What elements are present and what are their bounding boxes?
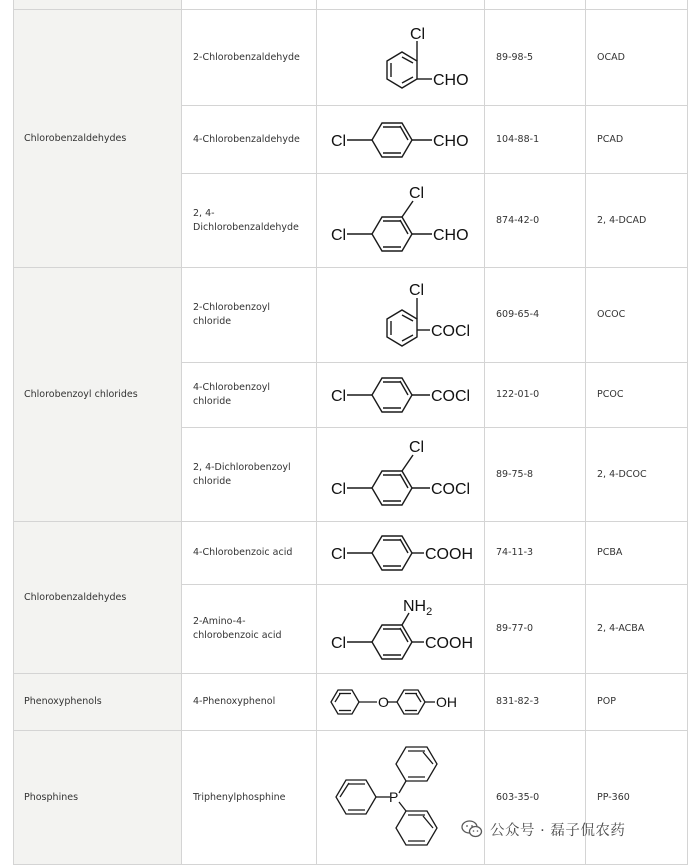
substituent-label: Cl — [331, 227, 347, 244]
category-cell: Chlorobenzoyl chlorides — [14, 268, 182, 522]
cas-number: 89-98-5 — [485, 10, 586, 106]
wechat-chat-icon — [461, 819, 483, 839]
cas-number: 89-77-0 — [485, 585, 586, 674]
table-row — [14, 0, 688, 10]
structure-drawing — [317, 268, 485, 362]
structure-cell — [317, 522, 485, 585]
product-name: 2, 4-Dichlorobenzoyl chloride — [182, 428, 317, 522]
cas-number: 609-65-4 — [485, 268, 586, 363]
substituent-label: Cl — [331, 388, 347, 405]
abbreviation: PCOC — [586, 363, 688, 428]
category-cell: Phosphines — [14, 731, 182, 865]
structure-drawing — [317, 522, 485, 584]
substituent-label: Cl — [410, 26, 426, 43]
table-row — [14, 674, 688, 731]
product-name: 2, 4-Dichlorobenzaldehyde — [182, 174, 317, 268]
product-name: 2-Chlorobenzoyl chloride — [182, 268, 317, 363]
structure-cell — [317, 174, 485, 268]
abbreviation: OCAD — [586, 10, 688, 106]
structure-cell — [317, 585, 485, 674]
substituent-label: Cl — [409, 439, 425, 456]
abbreviation: POP — [586, 674, 688, 731]
structure-drawing — [317, 174, 485, 267]
group-label: COCl — [431, 388, 471, 405]
group-label: COCl — [431, 481, 471, 498]
cas-number: 831-82-3 — [485, 674, 586, 731]
product-name: 4-Chlorobenzoic acid — [182, 522, 317, 585]
structure-drawing — [317, 674, 485, 730]
cas-number: 122-01-0 — [485, 363, 586, 428]
group-label: CHO — [433, 227, 469, 244]
substituent-label: $NH_2$ — [403, 598, 433, 618]
table-row — [14, 522, 688, 585]
product-table — [13, 0, 688, 865]
product-name: 2-Chlorobenzaldehyde — [182, 10, 317, 106]
substituent-label: Cl — [331, 133, 347, 150]
structure-drawing — [317, 10, 485, 105]
product-name: 4-Chlorobenzoyl chloride — [182, 363, 317, 428]
structure-cell — [317, 363, 485, 428]
watermark-text: 公众号 · 磊子侃农药 — [490, 822, 626, 839]
abbreviation: PCBA — [586, 522, 688, 585]
structure-drawing — [317, 106, 485, 173]
abbreviation: 2, 4-ACBA — [586, 585, 688, 674]
category-cell: Chlorobenzaldehydes — [14, 522, 182, 674]
structure-cell — [317, 10, 485, 106]
watermark — [461, 819, 625, 839]
category-cell: Chlorobenzaldehydes — [14, 10, 182, 268]
abbreviation: OCOC — [586, 268, 688, 363]
structure-cell — [317, 674, 485, 731]
cas-number: 603-35-0 — [485, 731, 586, 865]
structure-drawing — [317, 363, 485, 427]
abbreviation: 2, 4-DCAD — [586, 174, 688, 268]
structure-cell — [317, 106, 485, 174]
structure-drawing — [317, 585, 485, 673]
abbreviation: PP-360 — [586, 731, 688, 865]
product-name: 4-Phenoxyphenol — [182, 674, 317, 731]
abbreviation: PCAD — [586, 106, 688, 174]
structure-cell — [317, 268, 485, 363]
group-label: CHO — [433, 133, 469, 150]
product-name: 2-Amino-4-chlorobenzoic acid — [182, 585, 317, 674]
cas-number: 89-75-8 — [485, 428, 586, 522]
cas-number: 874-42-0 — [485, 174, 586, 268]
category-cell: Phenoxyphenols — [14, 674, 182, 731]
structure-drawing — [317, 428, 485, 521]
substituent-label: Cl — [331, 635, 347, 652]
substituent-label: Cl — [409, 185, 425, 202]
table-row — [14, 10, 688, 106]
structure-cell — [317, 731, 485, 865]
substituent-label: Cl — [409, 282, 425, 299]
table-row — [14, 731, 688, 865]
bridge-label: O — [378, 694, 389, 710]
group-label: OH — [436, 694, 457, 710]
group-label: CHO — [433, 72, 469, 89]
group-label: COOH — [425, 635, 473, 652]
structure-cell — [317, 428, 485, 522]
cas-number: 104-88-1 — [485, 106, 586, 174]
substituent-label: Cl — [331, 546, 347, 563]
abbreviation: 2, 4-DCOC — [586, 428, 688, 522]
structure-drawing — [317, 731, 485, 864]
table-row — [14, 268, 688, 363]
substituent-label: Cl — [331, 481, 347, 498]
cas-number: 74-11-3 — [485, 522, 586, 585]
group-label: COOH — [425, 546, 473, 563]
phosphorus-label: P — [389, 789, 399, 805]
product-name: Triphenylphosphine — [182, 731, 317, 865]
product-name: 4-Chlorobenzaldehyde — [182, 106, 317, 174]
group-label: COCl — [431, 323, 471, 340]
